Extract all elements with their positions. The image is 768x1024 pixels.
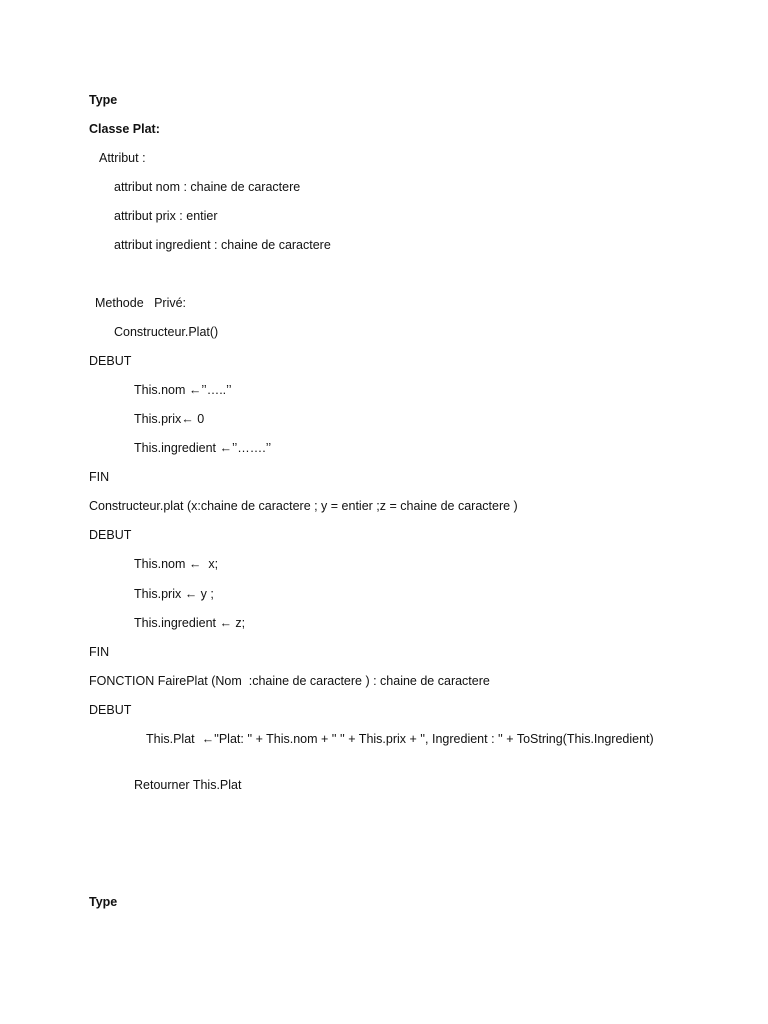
function-signature: FONCTION FairePlat (Nom :chaine de caractere ) : chaine de caractere bbox=[89, 674, 490, 688]
attribute-nom: attribut nom : chaine de caractere bbox=[114, 180, 301, 194]
assign-ingredient-default: This.ingredient ←’’…….’’ bbox=[134, 441, 272, 455]
assign-prix-default: This.prix← 0 bbox=[134, 412, 205, 426]
assign-ingredient-param: This.ingredient ← z; bbox=[134, 616, 246, 630]
assign-prix-param: This.prix ← y ; bbox=[134, 587, 214, 601]
debut-keyword: DEBUT bbox=[89, 528, 132, 542]
attribute-section-label: Attribut : bbox=[99, 151, 146, 165]
fin-keyword: FIN bbox=[89, 645, 110, 659]
method-section-label: Methode Privé: bbox=[95, 296, 187, 310]
assign-nom-param: This.nom ← x; bbox=[134, 557, 219, 571]
attribute-ingredient: attribut ingredient : chaine de caractere bbox=[114, 238, 331, 252]
constructor-default-signature: Constructeur.Plat() bbox=[114, 325, 219, 339]
fin-keyword: FIN bbox=[89, 470, 110, 484]
debut-keyword: DEBUT bbox=[89, 354, 132, 368]
constructor-params-signature: Constructeur.plat (x:chaine de caractere ; y = entier ;z = chaine de caractere ) bbox=[89, 499, 518, 513]
assign-nom-default: This.nom ←’’…..’’ bbox=[134, 383, 232, 397]
type-heading: Type bbox=[89, 93, 118, 107]
assign-plat-string: This.Plat ←''Plat: '' + This.nom + '' '' + This.prix + '', Ingredient : '' + ToString(This.Ingredient) bbox=[146, 732, 654, 746]
attribute-prix: attribut prix : entier bbox=[114, 209, 218, 223]
return-statement: Retourner This.Plat bbox=[134, 778, 242, 792]
type-heading: Type bbox=[89, 895, 118, 909]
debut-keyword: DEBUT bbox=[89, 703, 132, 717]
class-heading: Classe Plat: bbox=[89, 122, 160, 136]
